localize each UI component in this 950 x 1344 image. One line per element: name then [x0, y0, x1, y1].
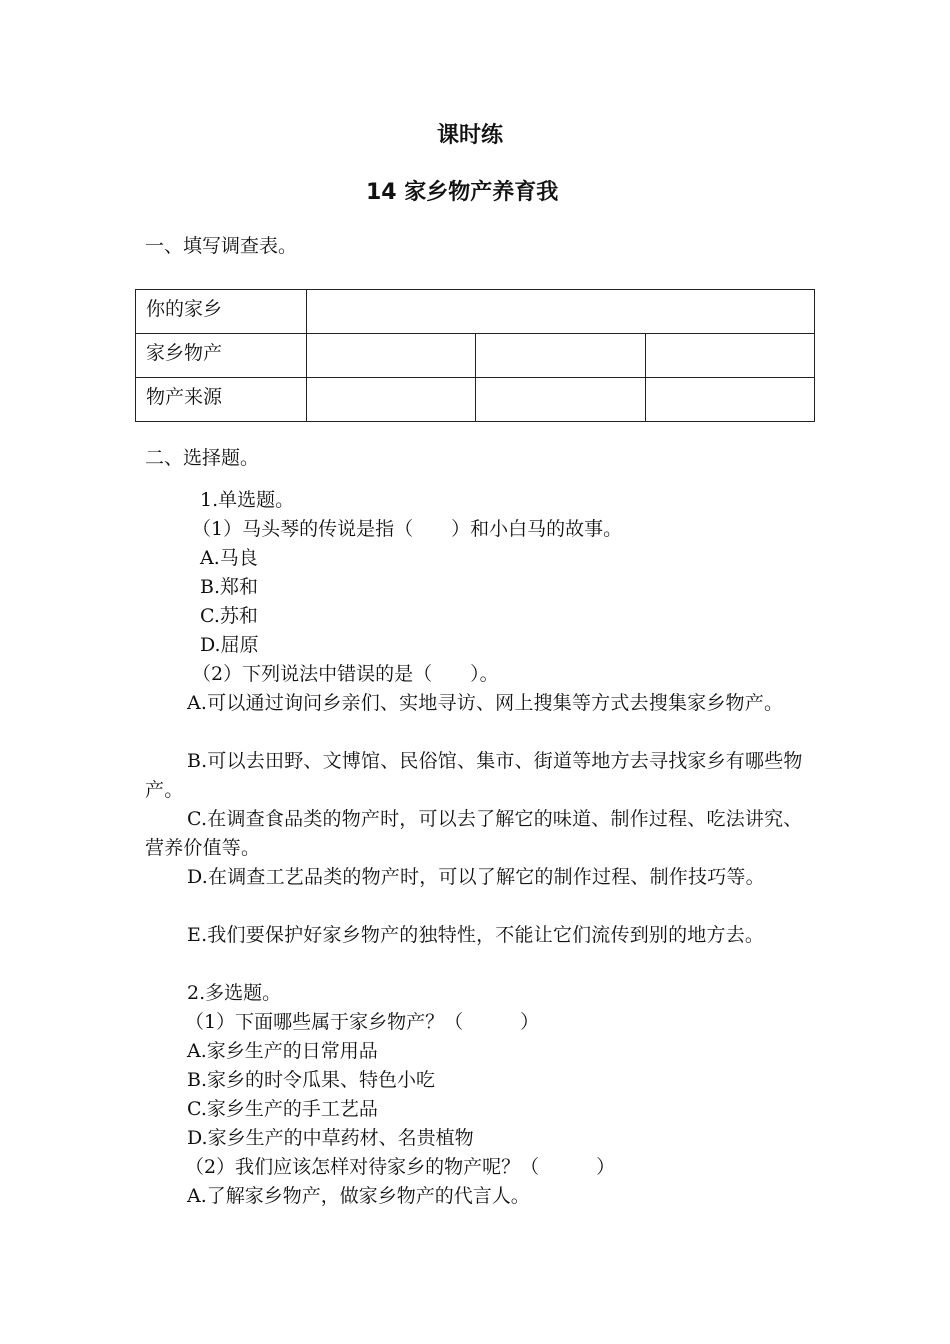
question-stem: （1）下面哪些属于家乡物产？（ ） — [185, 1011, 540, 1033]
lesson-title: 14 家乡物产养育我 — [366, 180, 559, 205]
option: D.家乡生产的中草药材、名贵植物 — [187, 1127, 474, 1149]
section-one-heading: 一、填写调查表。 — [145, 235, 298, 257]
product-answer-cell[interactable] — [307, 334, 476, 378]
option: D.在调查工艺品类的物产时，可以了解它的制作过程、制作技巧等。 — [187, 866, 765, 888]
option: A.马良 — [200, 547, 258, 569]
question-stem: （2）我们应该怎样对待家乡的物产呢？（ ） — [185, 1156, 616, 1178]
multi-choice-heading: 2.多选题。 — [187, 982, 282, 1004]
section-two-heading: 二、选择题。 — [145, 447, 260, 469]
product-answer-cell[interactable] — [645, 334, 814, 378]
option: B.可以去田野、文博馆、民俗馆、集市、街道等地方去寻找家乡有哪些物产。 — [145, 750, 803, 801]
source-answer-cell[interactable] — [476, 378, 645, 422]
option: A.家乡生产的日常用品 — [187, 1040, 378, 1062]
hometown-answer-cell[interactable] — [307, 290, 815, 334]
row-label: 你的家乡 — [136, 290, 307, 334]
row-label: 物产来源 — [136, 378, 307, 422]
option: C.家乡生产的手工艺品 — [187, 1098, 378, 1120]
survey-table — [135, 289, 815, 422]
option: C.苏和 — [200, 605, 258, 627]
option: A.可以通过询问乡亲们、实地寻访、网上搜集等方式去搜集家乡物产。 — [187, 692, 784, 714]
row-label: 家乡物产 — [136, 334, 307, 378]
option: D.屈原 — [200, 634, 259, 656]
source-answer-cell[interactable] — [307, 378, 476, 422]
option: C.在调查食品类的物产时，可以去了解它的味道、制作过程、吃法讲究、营养价值等。 — [145, 808, 803, 859]
option: B.郑和 — [200, 576, 259, 598]
table-row — [136, 334, 815, 378]
table-row — [136, 378, 815, 422]
source-answer-cell[interactable] — [645, 378, 814, 422]
single-choice-heading: 1.单选题。 — [200, 489, 295, 511]
question-stem: （2）下列说法中错误的是（ ）。 — [192, 663, 499, 685]
option: E.我们要保护好家乡物产的独特性，不能让它们流传到别的地方去。 — [187, 924, 765, 946]
table-row — [136, 290, 815, 334]
page-title: 课时练 — [437, 123, 504, 148]
question-stem: （1）马头琴的传说是指（ ）和小白马的故事。 — [192, 518, 623, 540]
product-answer-cell[interactable] — [476, 334, 645, 378]
option: B.家乡的时令瓜果、特色小吃 — [187, 1069, 436, 1091]
option: A.了解家乡物产，做家乡物产的代言人。 — [187, 1185, 530, 1207]
